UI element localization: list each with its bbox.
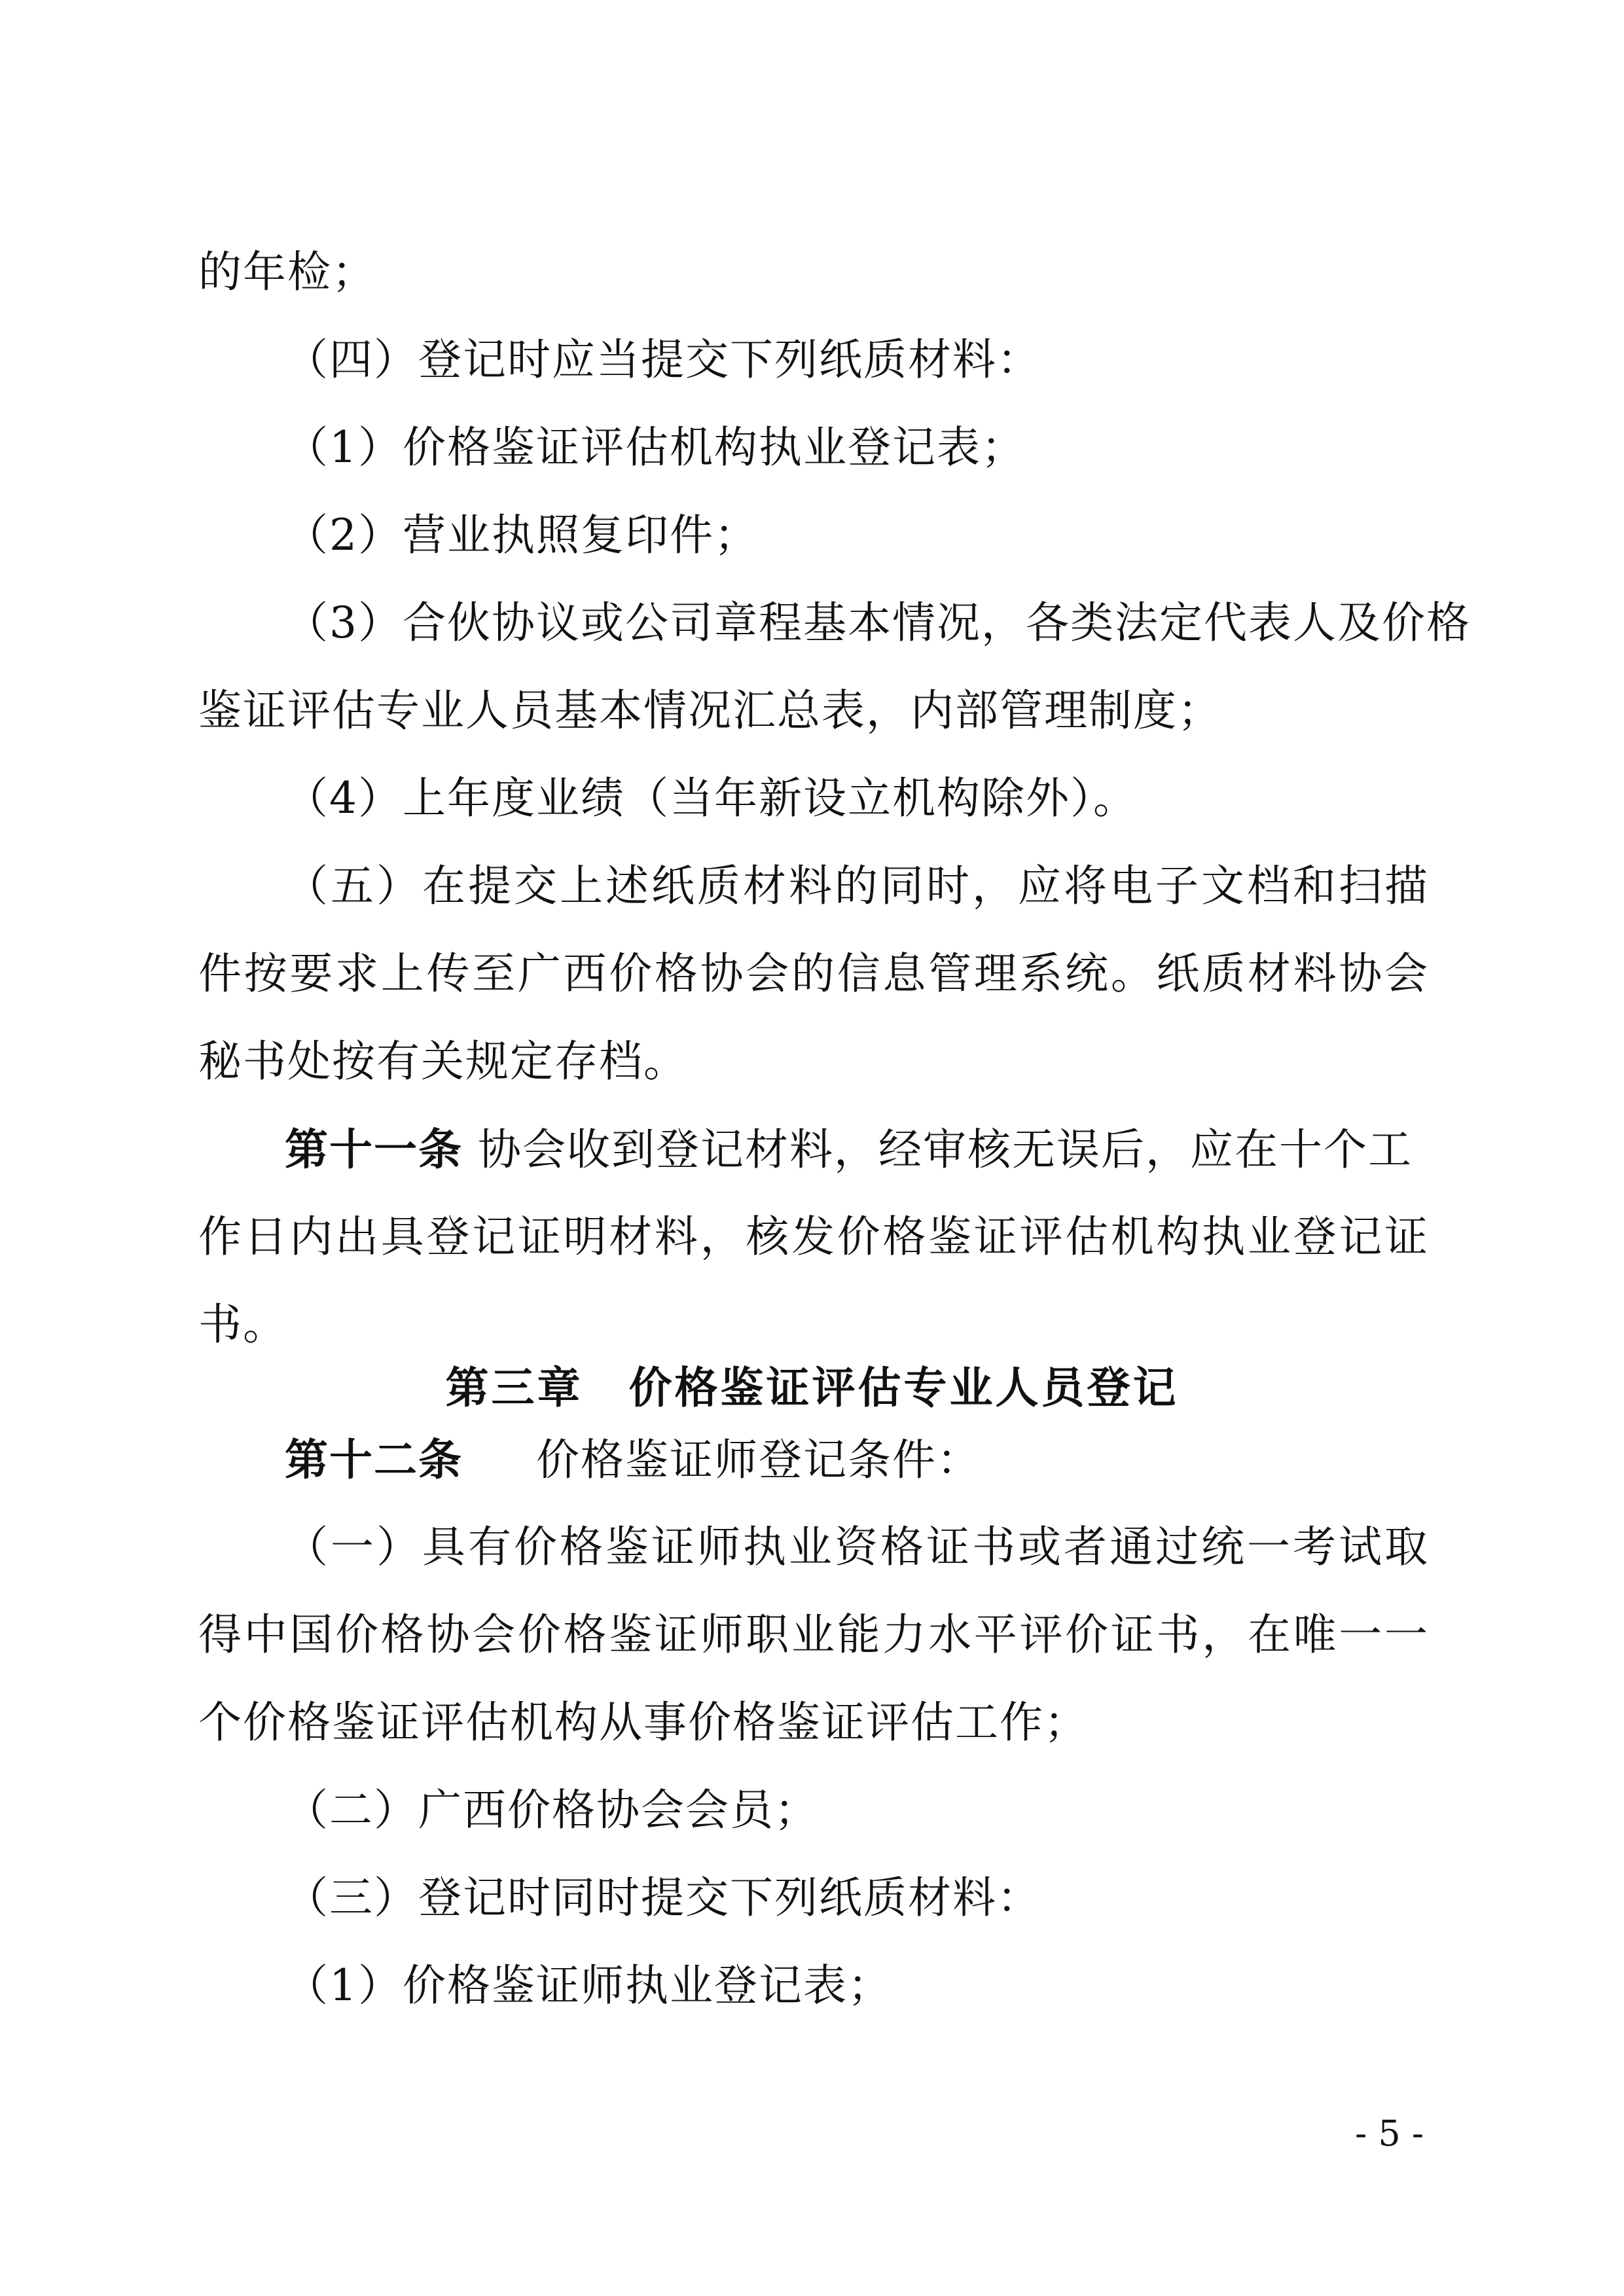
text-line: 书。: [198, 1299, 287, 1350]
text-line: （4）上年度业绩（当年新设立机构除外）。: [285, 773, 1138, 823]
text-line: （3）合伙协议或公司章程基本情况，各类法定代表人及价格: [285, 598, 1471, 648]
chapter-heading: 第三章 价格鉴证评估专业人员登记: [445, 1362, 1179, 1413]
text-line: 秘书处按有关规定存档。: [198, 1036, 688, 1086]
text-line: 件按要求上传至广西价格协会的信息管理系统。纸质材料协会: [198, 948, 1429, 999]
article-11-paragraph: [285, 1123, 1429, 1176]
text-line: （一）具有价格鉴证师执业资格证书或者通过统一考试取: [285, 1522, 1429, 1572]
article-11-text: 协会收到登记材料，经审核无误后，应在十个工: [477, 1124, 1413, 1175]
article-12-text: 价格鉴证师登记条件：: [535, 1435, 981, 1485]
text-line: 得中国价格协会价格鉴证师职业能力水平评价证书，在唯一一: [198, 1609, 1429, 1660]
text-line: 鉴证评估专业人员基本情况汇总表，内部管理制度；: [198, 685, 1222, 736]
text-line: 的年检；: [198, 247, 376, 297]
text-line: （1）价格鉴证评估机构执业登记表；: [285, 422, 1026, 473]
text-line: （二）广西价格协会会员；: [285, 1785, 819, 1835]
text-line: 作日内出具登记证明材料，核发价格鉴证评估机构执业登记证: [198, 1211, 1429, 1262]
text-line: （1）价格鉴证师执业登记表；: [285, 1960, 892, 2011]
article-11-title: 第十一条: [285, 1124, 463, 1175]
text-line: （三）登记时同时提交下列纸质材料：: [285, 1873, 1041, 1923]
page-number: - 5 -: [1355, 2113, 1424, 2154]
article-12-paragraph: [285, 1433, 981, 1486]
text-line: （2）营业执照复印件；: [285, 510, 759, 560]
article-12-title: 第十二条: [285, 1434, 463, 1485]
text-line: （五）在提交上述纸质材料的同时，应将电子文档和扫描: [285, 861, 1429, 911]
text-line: （四）登记时应当提交下列纸质材料：: [285, 334, 1041, 385]
text-line: 个价格鉴证评估机构从事价格鉴证评估工作；: [198, 1697, 1089, 1748]
